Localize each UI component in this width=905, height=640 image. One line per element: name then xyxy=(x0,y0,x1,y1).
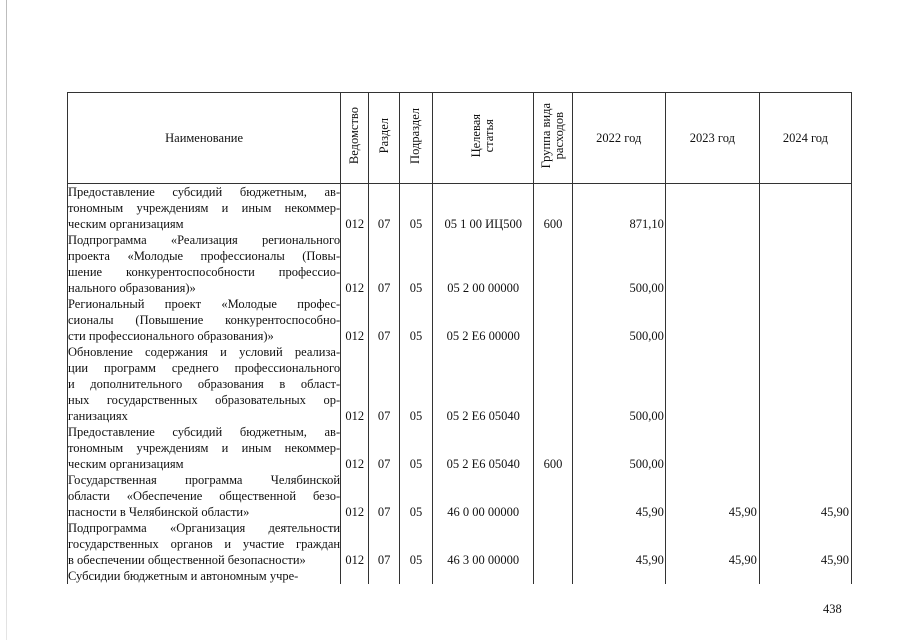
row-2024: 45,90 xyxy=(759,472,851,520)
row-name-line: шение конкурентоспособности профессио- xyxy=(68,265,341,279)
row-2023 xyxy=(665,344,759,424)
row-2023 xyxy=(665,296,759,344)
row-razdel: 07 xyxy=(369,232,399,296)
row-name-line: и дополнительного образования в област- xyxy=(68,377,341,391)
row-vedomstvo xyxy=(341,568,369,584)
row-2024: 45,90 xyxy=(759,520,851,568)
row-2022: 871,10 xyxy=(572,184,665,233)
row-name xyxy=(68,520,341,568)
row-tselevaya: 05 2 00 00000 xyxy=(433,232,534,296)
row-name xyxy=(68,232,341,296)
row-2023 xyxy=(665,184,759,233)
row-2023 xyxy=(665,568,759,584)
row-name-line: тономным учреждениям и иным некоммер- xyxy=(68,201,341,215)
row-name-line: нального образования)» xyxy=(68,281,196,295)
row-name-line: ческим организациям xyxy=(68,457,184,471)
row-name xyxy=(68,568,341,584)
row-name xyxy=(68,424,341,472)
header-razdel: Раздел xyxy=(369,93,399,184)
row-name-line: Обновление содержания и условий реализа- xyxy=(68,345,341,359)
header-2023: 2023 год xyxy=(665,93,759,184)
row-vedomstvo: 012 xyxy=(341,232,369,296)
row-tselevaya: 46 3 00 00000 xyxy=(433,520,534,568)
row-2022: 45,90 xyxy=(572,520,665,568)
row-2023: 45,90 xyxy=(665,472,759,520)
row-name-line: ции программ среднего профессионального xyxy=(68,361,341,375)
row-name-line: пасности в Челябинской области» xyxy=(68,505,250,519)
row-name-line: Подпрограмма «Реализация регионального xyxy=(68,233,341,247)
scan-edge-line xyxy=(6,0,7,640)
row-2024 xyxy=(759,568,851,584)
row-vedomstvo: 012 xyxy=(341,472,369,520)
row-2024 xyxy=(759,424,851,472)
row-tselevaya: 46 0 00 00000 xyxy=(433,472,534,520)
row-name-line: Подпрограмма «Организация деятельности xyxy=(68,521,341,535)
row-2022: 500,00 xyxy=(572,296,665,344)
table-header-row xyxy=(68,93,852,184)
row-podrazdel: 05 xyxy=(399,296,432,344)
row-2024 xyxy=(759,344,851,424)
row-2024 xyxy=(759,184,851,233)
row-name-line: сионалы (Повышение конкурентоспособно- xyxy=(68,313,341,327)
row-2022: 500,00 xyxy=(572,344,665,424)
row-2022: 500,00 xyxy=(572,232,665,296)
table-row xyxy=(68,424,852,472)
row-name-line: ческим организациям xyxy=(68,217,184,231)
row-vedomstvo: 012 xyxy=(341,520,369,568)
row-name-line: ных государственных образовательных ор- xyxy=(68,393,341,407)
row-name-line: в обеспечении общественной безопасности» xyxy=(68,553,306,567)
row-podrazdel: 05 xyxy=(399,472,432,520)
row-tselevaya: 05 2 Е6 00000 xyxy=(433,296,534,344)
row-gruppa xyxy=(534,344,572,424)
row-razdel: 07 xyxy=(369,344,399,424)
row-2023 xyxy=(665,232,759,296)
table-row xyxy=(68,568,852,584)
row-name-line: Государственная программа Челябинской xyxy=(68,473,341,487)
row-razdel: 07 xyxy=(369,472,399,520)
row-razdel: 07 xyxy=(369,424,399,472)
row-podrazdel: 05 xyxy=(399,424,432,472)
row-2023 xyxy=(665,424,759,472)
row-tselevaya: 05 2 Е6 05040 xyxy=(433,344,534,424)
row-name-line: Региональный проект «Молодые профес- xyxy=(68,297,341,311)
header-gruppa: Группа вида расходов xyxy=(534,93,572,184)
row-name-line: сти профессионального образования)» xyxy=(68,329,274,343)
row-razdel: 07 xyxy=(369,184,399,233)
table-row xyxy=(68,344,852,424)
row-name-line: области «Обеспечение общественной безо- xyxy=(68,489,341,503)
row-gruppa: 600 xyxy=(534,424,572,472)
header-tselevaya: Целевая статья xyxy=(433,93,534,184)
header-name: Наименование xyxy=(68,93,341,184)
row-2024 xyxy=(759,296,851,344)
row-name-line: Субсидии бюджетным и автономным учре- xyxy=(68,569,299,583)
row-gruppa xyxy=(534,520,572,568)
row-gruppa: 600 xyxy=(534,184,572,233)
table-row xyxy=(68,232,852,296)
row-2022 xyxy=(572,568,665,584)
header-podrazdel: Подраздел xyxy=(399,93,432,184)
row-name-line: тономным учреждениям и иным некоммер- xyxy=(68,441,341,455)
row-tselevaya xyxy=(433,568,534,584)
row-podrazdel: 05 xyxy=(399,520,432,568)
row-podrazdel xyxy=(399,568,432,584)
row-2022: 45,90 xyxy=(572,472,665,520)
row-podrazdel: 05 xyxy=(399,184,432,233)
row-name xyxy=(68,472,341,520)
row-podrazdel: 05 xyxy=(399,232,432,296)
table-row xyxy=(68,184,852,233)
row-2023: 45,90 xyxy=(665,520,759,568)
row-vedomstvo: 012 xyxy=(341,184,369,233)
page-number: 438 xyxy=(823,602,842,616)
table-row xyxy=(68,520,852,568)
row-razdel: 07 xyxy=(369,520,399,568)
row-name xyxy=(68,296,341,344)
header-2022: 2022 год xyxy=(572,93,665,184)
table-row xyxy=(68,472,852,520)
row-razdel: 07 xyxy=(369,296,399,344)
row-tselevaya: 05 1 00 ИЦ500 xyxy=(433,184,534,233)
row-gruppa xyxy=(534,296,572,344)
row-2024 xyxy=(759,232,851,296)
row-gruppa xyxy=(534,472,572,520)
table-row xyxy=(68,296,852,344)
row-vedomstvo: 012 xyxy=(341,344,369,424)
row-gruppa xyxy=(534,568,572,584)
header-vedomstvo: Ведомство xyxy=(341,93,369,184)
row-name-line: государственных органов и участие граждан xyxy=(68,537,341,551)
row-name-line: Предоставление субсидий бюджетным, ав- xyxy=(68,185,341,199)
row-name-line: Предоставление субсидий бюджетным, ав- xyxy=(68,425,341,439)
row-name xyxy=(68,184,341,233)
row-podrazdel: 05 xyxy=(399,344,432,424)
row-name-line: ганизациях xyxy=(68,409,128,423)
row-name-line: проекта «Молодые профессионалы (Повы- xyxy=(68,249,341,263)
row-vedomstvo: 012 xyxy=(341,296,369,344)
row-razdel xyxy=(369,568,399,584)
row-tselevaya: 05 2 Е6 05040 xyxy=(433,424,534,472)
row-name xyxy=(68,344,341,424)
row-gruppa xyxy=(534,232,572,296)
budget-table xyxy=(67,92,852,584)
row-2022: 500,00 xyxy=(572,424,665,472)
header-2024: 2024 год xyxy=(759,93,851,184)
row-vedomstvo: 012 xyxy=(341,424,369,472)
